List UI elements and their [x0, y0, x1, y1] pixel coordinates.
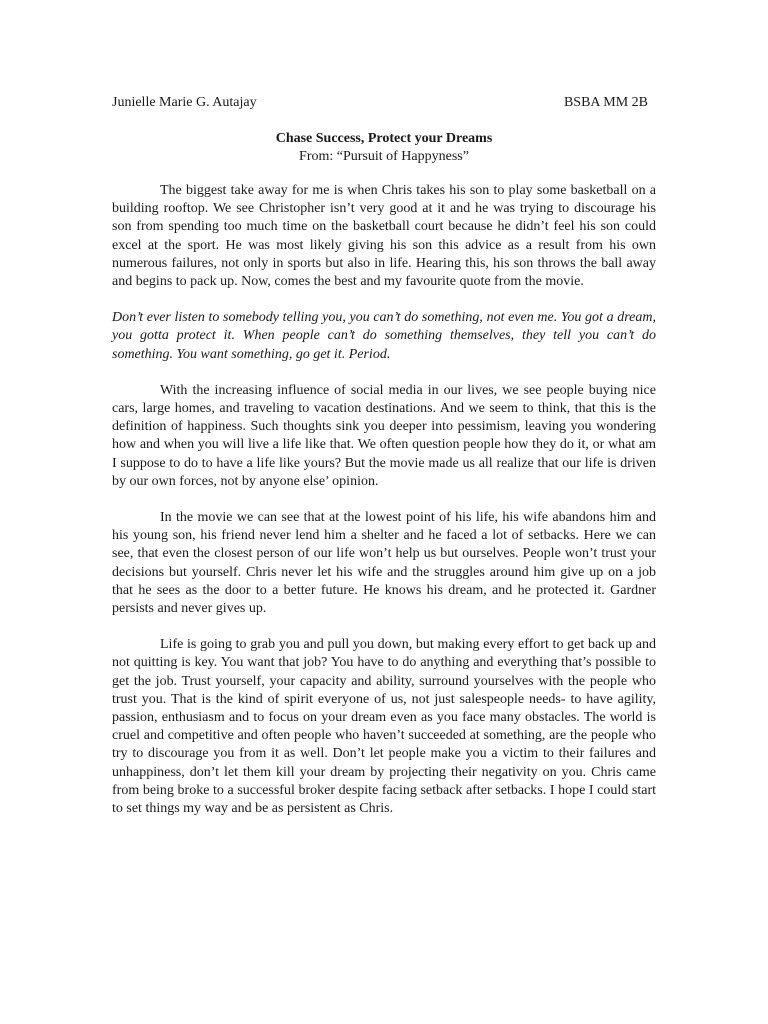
document-source: From: “Pursuit of Happyness”: [299, 149, 469, 164]
title-block: [112, 130, 656, 166]
paragraph-social-media: With the increasing influence of social media in our lives, we see people buying nice cars, large homes, and traveling to vacation destinations. And we seem to think, that this is the definition of happiness. Such thoughts sink you deeper into pessimism, leaving you wondering how and when you will live a life like that. We often question people how they do it, or what am I suppose to do to have a life like yours? But the movie made us all realize that our life is driven by our own forces, not by anyone else’ opinion.: [112, 382, 656, 489]
course-section: BSBA MM 2B: [563, 95, 648, 110]
paragraph-lowest-point: In the movie we can see that at the lowest point of his life, his wife abandons him and his young son, his friend never lend him a shelter and he faced a lot of setbacks. Here we can see, that even the closest person of our life won’t help us but ourselves. People won’t trust your decisions but yourself. Chris never let his wife and the struggles around him give up on a job that he sees as the door to a better future. He knows his dream, and he protected it. Gardner persists and never gives up.: [112, 510, 656, 617]
author-name: Junielle Marie G. Autajay: [112, 95, 257, 110]
paragraph-intro: The biggest take away for me is when Chris takes his son to play some basketball on a building rooftop. We see Christopher isn’t very good at it and he was trying to discourage his son from spending too much time on the basketball court because he didn’t feel his son could excel at the sport. He was most likely giving his son this advice as a result from his own numerous failures, not only in sports but also in life. Hearing this, his son throws the ball away and begins to pack up. Now, comes the best and my favourite quote from the movie.: [112, 183, 656, 290]
document-body: [112, 182, 656, 836]
paragraph-conclusion: Life is going to grab you and pull you down, but making every effort to get back up and not quitting is key. You want that job? You have to do anything and everything that’s possible to get the job. Trust yourself, your capacity and ability, surround yourselves with the people who trust you. That is the kind of spirit everyone of us, not just salespeople needs- to have agility, passion, enthusiasm and to focus on your dream even as you face many obstacles. The world is cruel and competitive and often people who haven’t succeeded at something, are the people who try to discourage you from it as well. Don’t let people make you a victim to their failures and unhappiness, don’t let them kill your dream by projecting their negativity on you. Chris came from being broke to a successful broker despite facing setback after setbacks. I hope I could start to set things my way and be as persistent as Chris.: [112, 637, 656, 817]
movie-quote: Don’t ever listen to somebody telling you, you can’t do something, not even me. You got a dream, you gotta protect it. When people can’t do something themselves, they tell you can’t do something. You want something, go get it. Period.: [112, 310, 656, 362]
document-title: Chase Success, Protect your Dreams: [275, 131, 493, 146]
